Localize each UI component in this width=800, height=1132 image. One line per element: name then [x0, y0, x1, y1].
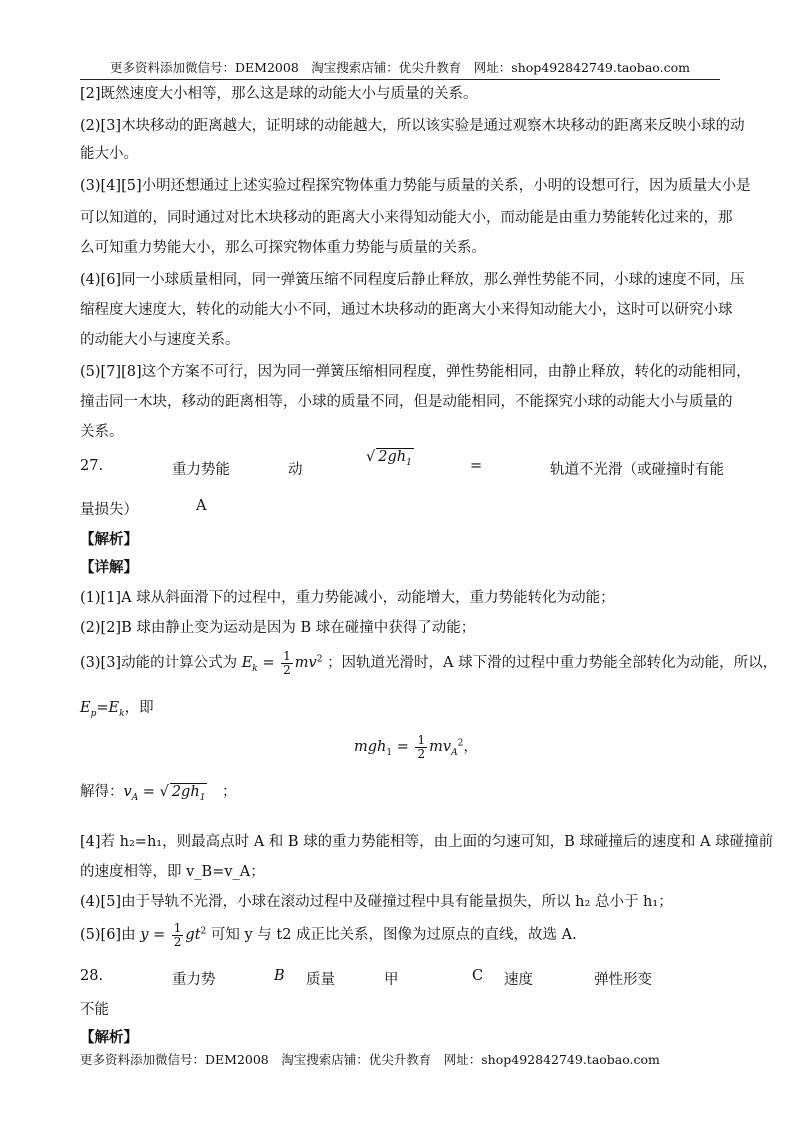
text-line: (3)[4][5]小明还想通过上述实验过程探究物体重力势能与质量的关系，小明的设想可行，因为质量大小是 [80, 178, 751, 194]
q27-answer-6: A [196, 498, 207, 514]
text-line: 关系。 [80, 424, 124, 440]
energy-equation: mgh$_1$ = $\frac{1}{2}$ $mv_A^2$， [354, 733, 478, 761]
q27-answer-5: 轨道不光滑（或碰撞时有能 [550, 462, 724, 478]
q28-answer-6: 速度 [504, 972, 533, 988]
fall-formula-line: (5)[6]由 y = $\frac{1}{2}$ $gt^2$ 可知 y 与 t2 成正比关系，图像为过原点的直线，故选 A. [80, 921, 577, 949]
text-line: 么可知重力势能大小，那么可探究物体重力势能与质量的关系。 [80, 240, 486, 256]
text-line: (4)[5]由于导轨不光滑，小球在滚动过程中及碰撞过程中具有能量损失，所以 h₂ 总小于 h₁； [80, 894, 673, 910]
text-line: 能大小。 [80, 146, 138, 162]
text-line: [4]若 h₂=h₁，则最高点时 A 和 B 球的重力势能相等，由上面的匀速可知，B 球碰撞后的速度和 A 球碰撞前 [80, 834, 774, 850]
energy-equality-line: $E_p=E_k$，即 [80, 700, 154, 719]
q28-answer-2: B [274, 968, 285, 984]
q27-analysis-heading: 【解析】 [80, 531, 138, 548]
page-footer: 更多资料添加微信号：DEM2008 淘宝搜索店铺：优尖升教育 网址：shop492842749.taobao.com [80, 1052, 660, 1067]
q27-answer-row [80, 449, 730, 480]
text-line: (2)[2]B 球由静止变为运动是因为 B 球在碰撞中获得了动能； [80, 620, 476, 636]
kinetic-energy-formula-line: (3)[3]动能的计算公式为 $E_k$ = $\frac{1}{2}$ $mv^2$ ；因轨道光滑时，A 球下滑的过程中重力势能全部转化为动能，所以， [80, 649, 778, 677]
text-line: (2)[3]木块移动的距离越大，证明球的动能越大，所以该实验是通过观察木块移动的距离来反映小球的动 [80, 118, 745, 134]
q27-answer-4: = [470, 458, 483, 474]
q28-answer-4: 甲 [384, 972, 399, 988]
text-line: (5)[7][8]这个方案不可行，因为同一弹簧压缩相同程度，弹性势能相同，由静止释放，转化的动能相同， [80, 364, 751, 380]
q28-number: 28. [80, 968, 104, 984]
q28-answer-8: 不能 [80, 1002, 109, 1018]
text-line: 的速度相等，即 v_B=v_A； [80, 864, 265, 880]
q28-answer-1: 重力势 [172, 972, 216, 988]
q28-answer-3: 质量 [306, 972, 335, 988]
text-line: 撞击同一木块，移动的距离相等，小球的质量不同，但是动能相同，不能探究小球的动能大小与质量的 [80, 394, 733, 410]
q27-answer-3: √ $2gh_1$ [366, 449, 412, 468]
q27-answer-2: 动 [288, 462, 303, 478]
text-line: (4)[6]同一小球质量相同，同一弹簧压缩不同程度后静止释放，那么弹性势能不同，小球的速度不同，压 [80, 272, 745, 288]
q28-analysis-heading: 【解析】 [80, 1029, 138, 1046]
text-line: 可以知道的，同时通过对比木块移动的距离大小来得知动能大小，而动能是由重力势能转化过来的，那 [80, 210, 733, 226]
q27-answer-5-cont: 量损失） [80, 502, 138, 518]
page-header: 更多资料添加微信号：DEM2008 淘宝搜索店铺：优尖升教育 网址：shop492842749.taobao.com [80, 58, 720, 80]
q28-answer-7: 弹性形变 [594, 972, 652, 988]
text-line: 的动能大小与速度关系。 [80, 332, 240, 348]
q28-answer-5: C [472, 968, 484, 984]
q28-answer-row [80, 968, 730, 990]
q27-number: 27. [80, 458, 104, 474]
text-line: (1)[1]A 球从斜面滑下的过程中，重力势能减小，动能增大，重力势能转化为动能； [80, 590, 615, 606]
q27-detail-heading: 【详解】 [80, 559, 138, 576]
q27-answer-1: 重力势能 [172, 462, 230, 478]
solution-line: 解得：$v_A$ = √ $2gh_1$ ； [80, 784, 237, 803]
text-line: 缩程度大速度大，转化的动能大小不同，通过木块移动的距离大小来得知动能大小，这时可以研究小球 [80, 302, 733, 318]
text-line: [2]既然速度大小相等，那么这是球的动能大小与质量的关系。 [80, 86, 478, 102]
